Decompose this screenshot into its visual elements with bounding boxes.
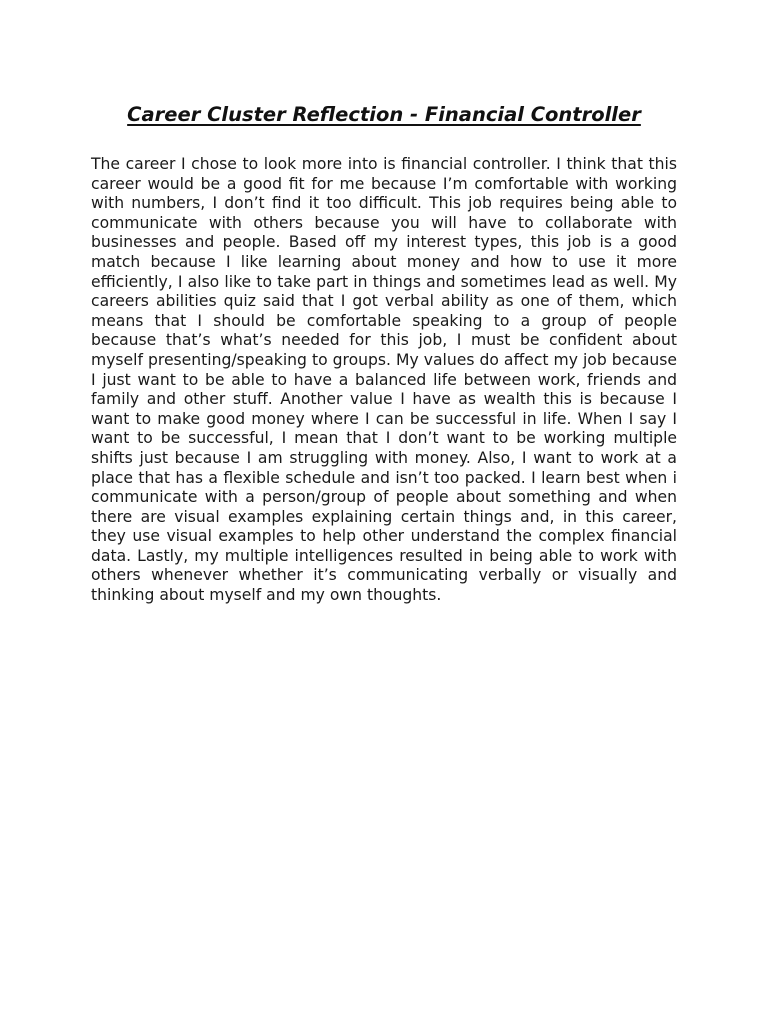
- body-paragraph: The career I chose to look more into is financial controller. I think that this career would be a good fit for me because I’m comfortable with working with numbers, I don’t find it too difficult. This job requires being able to communicate with others because you will have to collaborate with businesses and people. Based off my interest types, this job is a good match because I like learning about money and how to use it more efficiently, I also like to take part in things and sometimes lead as well. My careers abilities quiz said that I got verbal ability as one of them, which means that I should be comfortable speaking to a group of people because that’s what’s needed for this job, I must be confident about myself presenting/speaking to groups. My values do affect my job because I just want to be able to have a balanced life between work, friends and family and other stuff. Another value I have as wealth this is because I want to make good money where I can be successful in life. When I say I want to be successful, I mean that I don’t want to be working multiple shifts just because I am struggling with money. Also, I want to work at a place that has a flexible schedule and isn’t too packed. I learn best when i communicate with a person/group of people about something and when there are visual examples explaining certain things and, in this career, they use visual examples to help other understand the complex financial data. Lastly, my multiple intelligences resulted in being able to work with others whenever whether it’s communicating verbally or visually and thinking about myself and my own thoughts.: [91, 155, 677, 605]
- document-title: Career Cluster Reflection - Financial Controller: [127, 103, 641, 126]
